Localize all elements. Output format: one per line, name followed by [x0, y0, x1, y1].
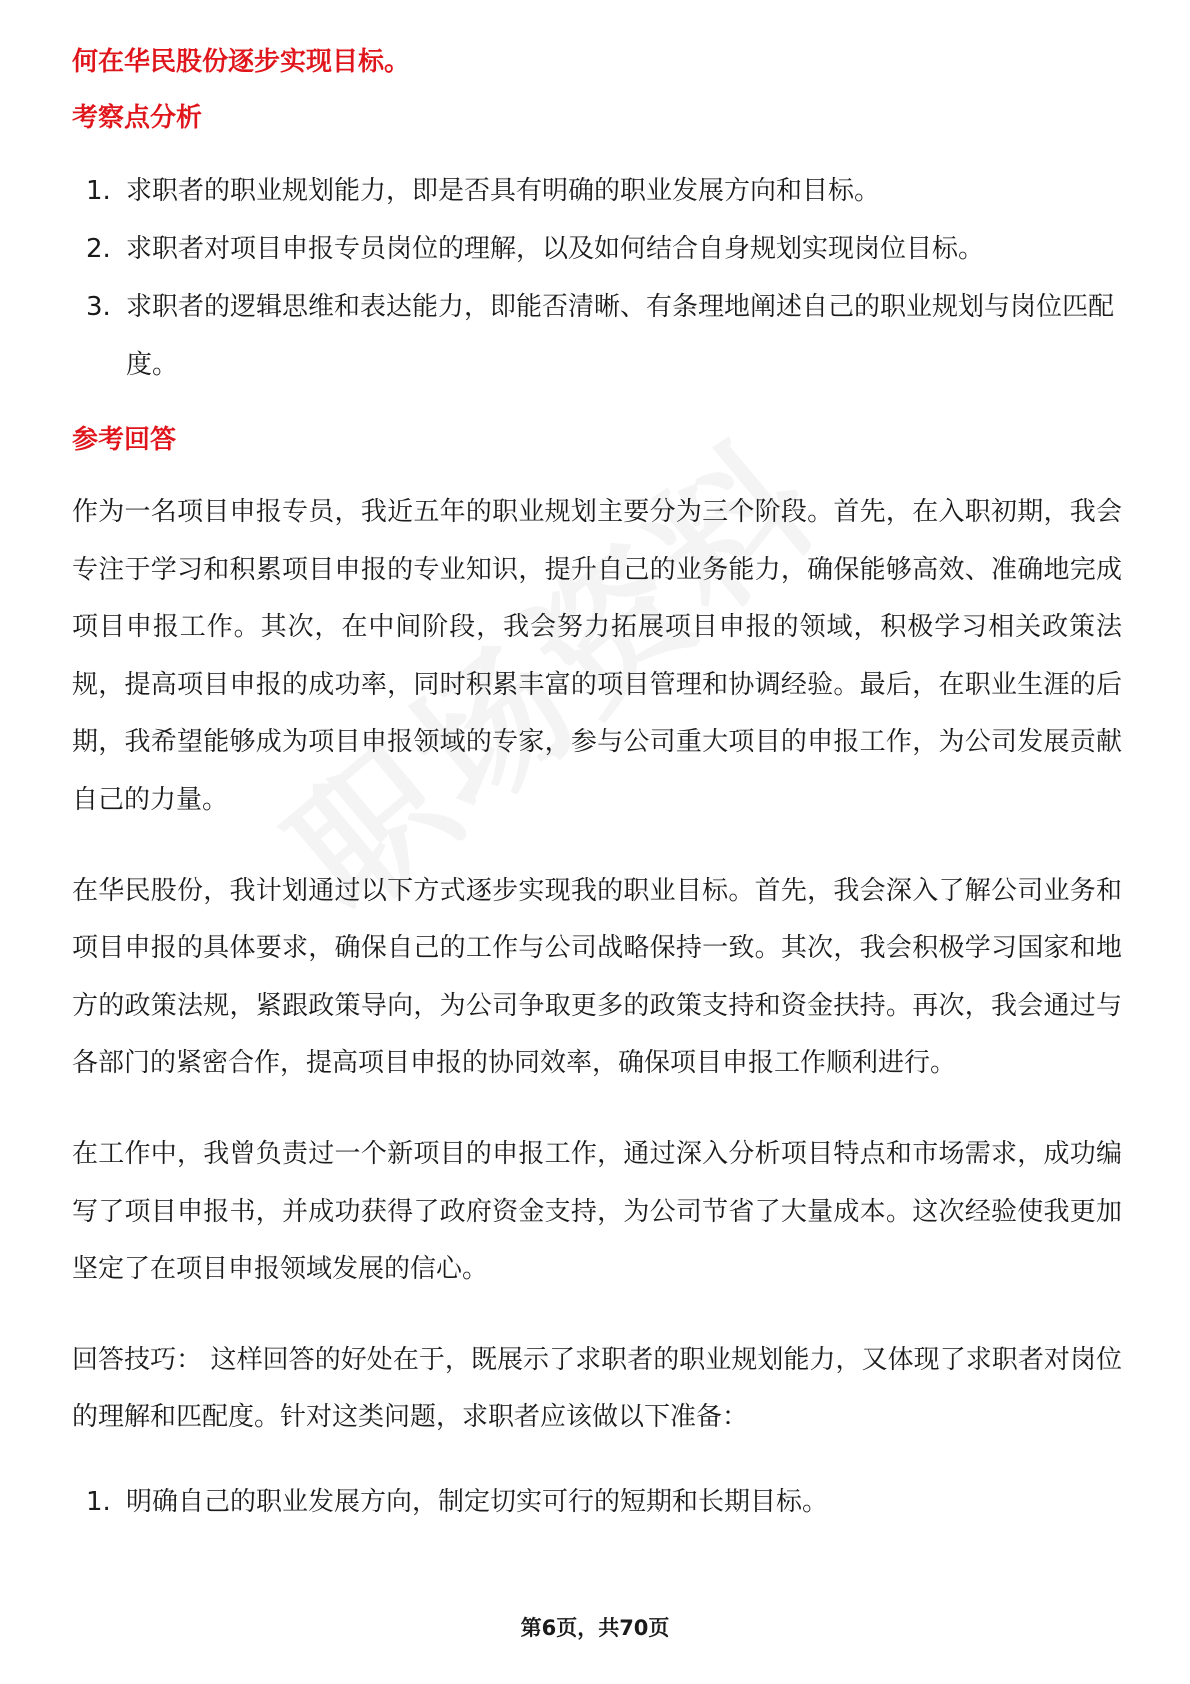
tips-list [72, 1473, 1122, 1531]
answer-paragraph: 在工作中，我曾负责过一个新项目的申报工作，通过深入分析项目特点和市场需求，成功编写了项目申报书，并成功获得了政府资金支持，为公司节省了大量成本。这次经验使我更加坚定了在项目申报领域发展的信心。 [72, 1138, 1122, 1285]
answer-heading: 参考回答 [72, 425, 177, 455]
list-item [72, 278, 1122, 394]
list-item [72, 162, 1122, 220]
intro-line: 何在华民股份逐步实现目标。 [72, 47, 411, 77]
analysis-heading: 考察点分析 [72, 103, 203, 133]
list-item-number: 2. [86, 234, 111, 264]
list-item-number: 3. [86, 292, 111, 322]
list-item-text: 求职者的逻辑思维和表达能力，即能否清晰、有条理地阐述自己的职业规划与岗位匹配度。 [126, 292, 1115, 380]
list-item-text: 求职者的职业规划能力，即是否具有明确的职业发展方向和目标。 [126, 176, 881, 206]
answer-paragraph: 在华民股份，我计划通过以下方式逐步实现我的职业目标。首先，我会深入了解公司业务和项目申报的具体要求，确保自己的工作与公司战略保持一致。其次，我会积极学习国家和地方的政策法规，紧跟政策导向，为公司争取更多的政策支持和资金扶持。再次，我会通过与各部门的紧密合作，提高项目申报的协同效率，确保项目申报工作顺利进行。 [72, 875, 1122, 1079]
list-item [72, 220, 1122, 278]
page-footer: 第6页，共70页 [520, 1616, 670, 1640]
list-item [72, 1473, 1122, 1531]
tips-paragraph: 回答技巧： 这样回答的好处在于，既展示了求职者的职业规划能力，又体现了求职者对岗位的理解和匹配度。针对这类问题，求职者应该做以下准备： [72, 1344, 1122, 1433]
list-item-number: 1. [86, 176, 111, 206]
list-item-text: 求职者对项目申报专员岗位的理解，以及如何结合自身规划实现岗位目标。 [126, 234, 985, 264]
list-item-text: 明确自己的职业发展方向，制定切实可行的短期和长期目标。 [126, 1486, 829, 1517]
list-item-number: 1. [86, 1486, 111, 1517]
answer-paragraph: 作为一名项目申报专员，我近五年的职业规划主要分为三个阶段。首先，在入职初期，我会专注于学习和积累项目申报的专业知识，提升自己的业务能力，确保能够高效、准确地完成项目申报工作。其次，在中间阶段，我会努力拓展项目申报的领域，积极学习相关政策法规，提高项目申报的成功率，同时积累丰富的项目管理和协调经验。最后，在职业生涯的后期，我希望能够成为项目申报领域的专家，参与公司重大项目的申报工作，为公司发展贡献自己的力量。 [72, 497, 1122, 815]
analysis-list [72, 162, 1122, 394]
page-content [72, 44, 1122, 1531]
